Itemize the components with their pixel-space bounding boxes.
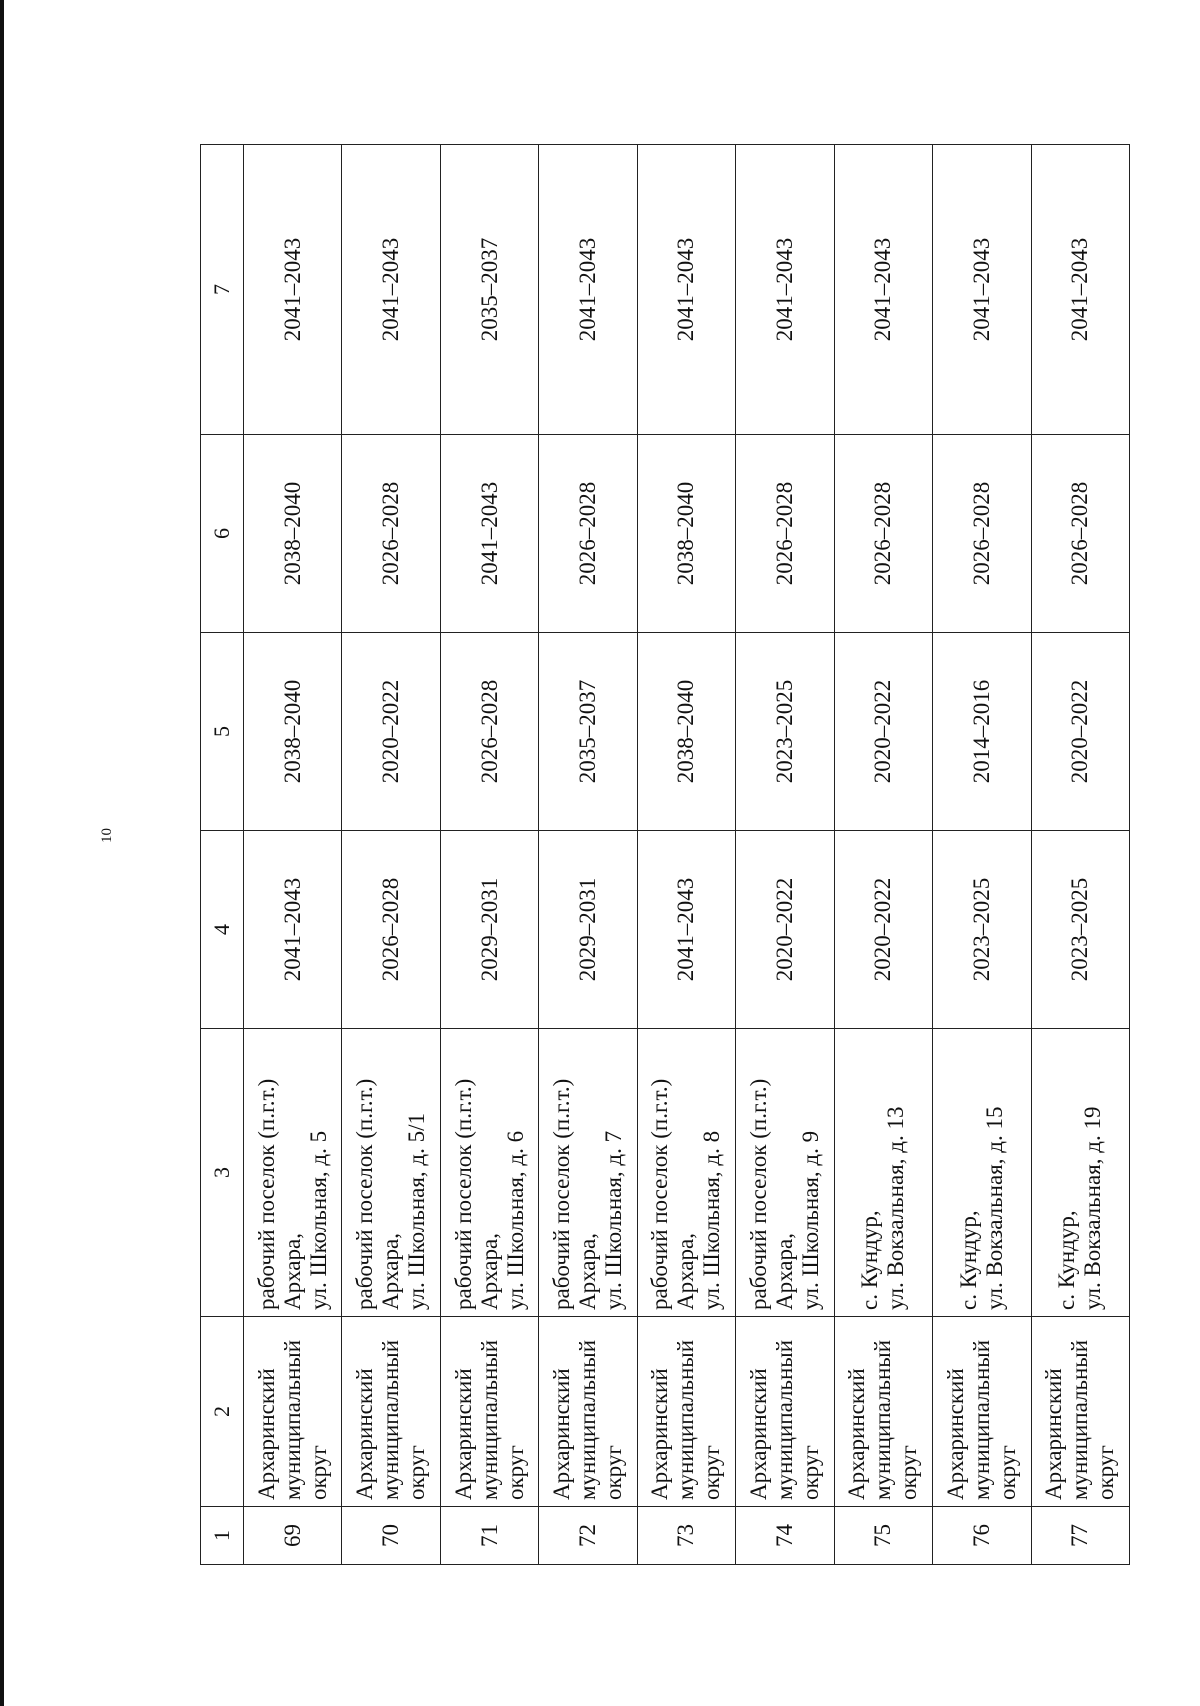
table-row: [736, 145, 834, 1565]
period-col5-cell: 2020–2022: [1031, 633, 1130, 831]
address-cell: с. Кундур, ул. Вокзальная, д. 19: [1031, 1029, 1130, 1317]
period-col5-cell: 2038–2040: [637, 633, 735, 831]
address-cell: с. Кундур, ул. Вокзальная, д. 13: [834, 1029, 932, 1317]
row-number: 70: [342, 1507, 440, 1565]
period-col5-cell: 2023–2025: [736, 633, 834, 831]
municipality-cell: Архаринский муниципальный округ: [736, 1317, 834, 1507]
period-col6-cell: 2038–2040: [244, 435, 342, 633]
period-col7-cell: 2041–2043: [244, 145, 342, 435]
period-col4-cell: 2020–2022: [834, 831, 932, 1029]
column-header: 5: [201, 633, 244, 831]
period-col4-cell: 2029–2031: [539, 831, 637, 1029]
period-col6-cell: 2026–2028: [736, 435, 834, 633]
table-row: [834, 145, 932, 1565]
table-row: [637, 145, 735, 1565]
scan-edge-bar: [0, 0, 4, 1706]
period-col5-cell: 2020–2022: [834, 633, 932, 831]
column-header: 2: [201, 1317, 244, 1507]
municipality-cell: Архаринский муниципальный округ: [637, 1317, 735, 1507]
period-col7-cell: 2041–2043: [342, 145, 440, 435]
table-row: [933, 145, 1031, 1565]
row-number: 72: [539, 1507, 637, 1565]
table-row: [342, 145, 440, 1565]
period-col5-cell: 2035–2037: [539, 633, 637, 831]
column-header: 4: [201, 831, 244, 1029]
address-cell: с. Кундур, ул. Вокзальная, д. 15: [933, 1029, 1031, 1317]
row-number: 77: [1031, 1507, 1130, 1565]
period-col4-cell: 2023–2025: [933, 831, 1031, 1029]
municipality-cell: Архаринский муниципальный округ: [834, 1317, 932, 1507]
address-cell: рабочий поселок (п.г.т.) Архара, ул. Школьная, д. 8: [637, 1029, 735, 1317]
address-cell: рабочий поселок (п.г.т.) Архара, ул. Школьная, д. 9: [736, 1029, 834, 1317]
period-col4-cell: 2020–2022: [736, 831, 834, 1029]
header-row: [201, 145, 244, 1565]
period-col6-cell: 2041–2043: [440, 435, 538, 633]
address-cell: рабочий поселок (п.г.т.) Архара, ул. Школьная, д. 5/1: [342, 1029, 440, 1317]
page-number: 10: [99, 828, 115, 843]
row-number: 73: [637, 1507, 735, 1565]
period-col4-cell: 2029–2031: [440, 831, 538, 1029]
table-row: [440, 145, 538, 1565]
period-col6-cell: 2026–2028: [342, 435, 440, 633]
row-number: 71: [440, 1507, 538, 1565]
address-cell: рабочий поселок (п.г.т.) Архара, ул. Школьная, д. 5: [244, 1029, 342, 1317]
period-col7-cell: 2041–2043: [834, 145, 932, 435]
municipality-cell: Архаринский муниципальный округ: [244, 1317, 342, 1507]
row-number: 69: [244, 1507, 342, 1565]
register-table-container: [200, 145, 1130, 1565]
table-row: [539, 145, 637, 1565]
municipality-cell: Архаринский муниципальный округ: [1031, 1317, 1130, 1507]
column-header: 1: [201, 1507, 244, 1565]
column-header: 3: [201, 1029, 244, 1317]
row-number: 75: [834, 1507, 932, 1565]
period-col6-cell: 2026–2028: [539, 435, 637, 633]
address-cell: рабочий поселок (п.г.т.) Архара, ул. Школьная, д. 6: [440, 1029, 538, 1317]
period-col4-cell: 2041–2043: [637, 831, 735, 1029]
period-col6-cell: 2026–2028: [933, 435, 1031, 633]
municipality-cell: Архаринский муниципальный округ: [539, 1317, 637, 1507]
period-col7-cell: 2041–2043: [933, 145, 1031, 435]
row-number: 74: [736, 1507, 834, 1565]
period-col7-cell: 2041–2043: [736, 145, 834, 435]
period-col4-cell: 2026–2028: [342, 831, 440, 1029]
period-col7-cell: 2041–2043: [1031, 145, 1130, 435]
table-row: [1031, 145, 1130, 1565]
period-col6-cell: 2026–2028: [834, 435, 932, 633]
column-header: 6: [201, 435, 244, 633]
municipality-cell: Архаринский муниципальный округ: [342, 1317, 440, 1507]
period-col7-cell: 2041–2043: [637, 145, 735, 435]
row-number: 76: [933, 1507, 1031, 1565]
period-col6-cell: 2026–2028: [1031, 435, 1130, 633]
period-col4-cell: 2041–2043: [244, 831, 342, 1029]
period-col6-cell: 2038–2040: [637, 435, 735, 633]
period-col7-cell: 2035–2037: [440, 145, 538, 435]
table-row: [244, 145, 342, 1565]
period-col7-cell: 2041–2043: [539, 145, 637, 435]
address-cell: рабочий поселок (п.г.т.) Архара, ул. Школьная, д. 7: [539, 1029, 637, 1317]
register-table: [200, 144, 1130, 1565]
period-col5-cell: 2014–2016: [933, 633, 1031, 831]
municipality-cell: Архаринский муниципальный округ: [933, 1317, 1031, 1507]
municipality-cell: Архаринский муниципальный округ: [440, 1317, 538, 1507]
period-col5-cell: 2026–2028: [440, 633, 538, 831]
period-col4-cell: 2023–2025: [1031, 831, 1130, 1029]
period-col5-cell: 2020–2022: [342, 633, 440, 831]
column-header: 7: [201, 145, 244, 435]
period-col5-cell: 2038–2040: [244, 633, 342, 831]
